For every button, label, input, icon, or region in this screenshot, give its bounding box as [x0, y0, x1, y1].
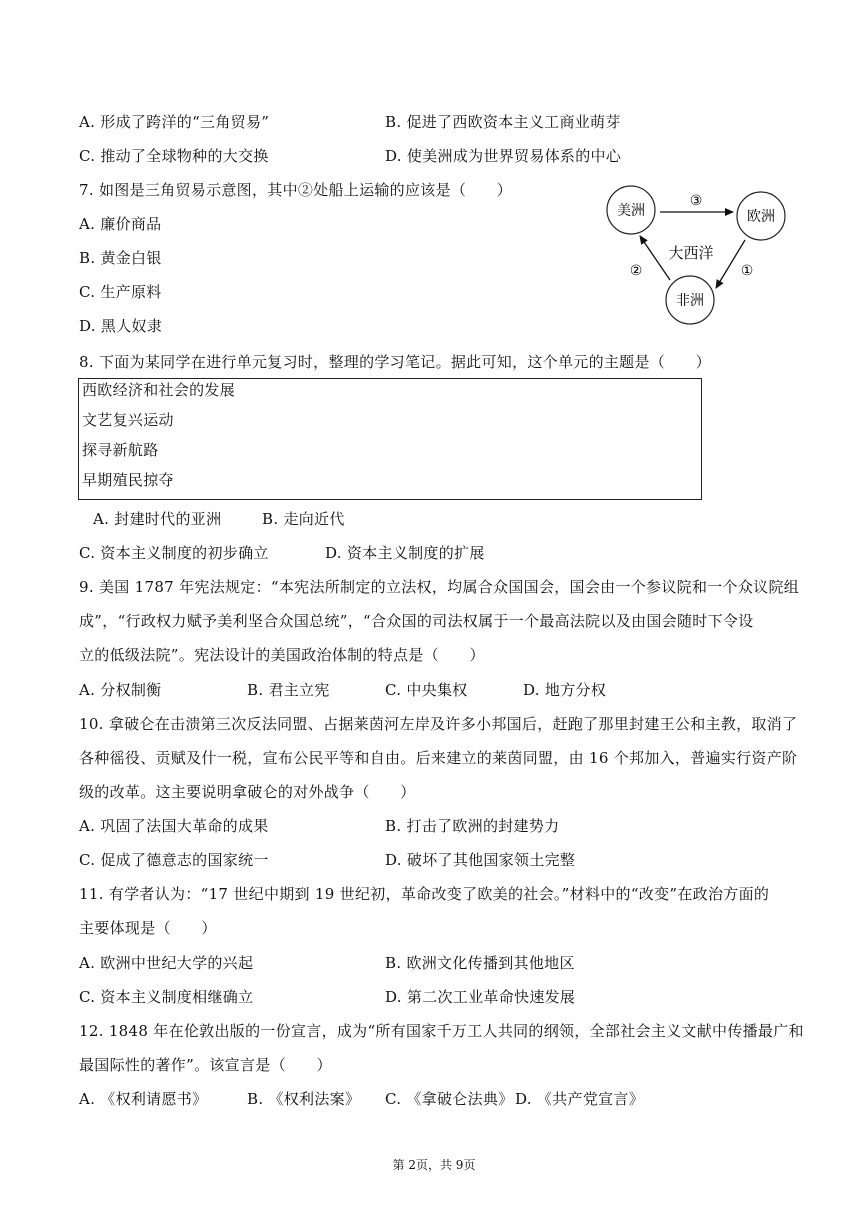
- america-label: 美洲: [617, 203, 645, 219]
- q8-option-a: A. 封建时代的亚洲: [93, 510, 222, 528]
- q6-option-a: A. 形成了跨洋的“三角贸易”: [79, 113, 270, 131]
- q12-option-a: A. 《权利请愿书》: [79, 1090, 208, 1108]
- q10-option-d: D. 破坏了其他国家领土完整: [385, 851, 576, 869]
- q8-option-b: B. 走向近代: [262, 510, 345, 528]
- note-item: 探寻新航路: [82, 441, 159, 459]
- q12-option-d: D. 《共产党宣言》: [515, 1090, 645, 1108]
- note-item: 早期殖民掠夺: [82, 471, 174, 489]
- q8-option-c: C. 资本主义制度的初步确立: [79, 544, 269, 562]
- note-item: 文艺复兴运动: [82, 411, 174, 429]
- q9-option-b: B. 君主立宪: [247, 681, 330, 699]
- q12-option-b: B. 《权利法案》: [247, 1090, 361, 1108]
- q7-option-c: C. 生产原料: [79, 283, 162, 301]
- q9-option-d: D. 地方分权: [523, 681, 607, 699]
- study-notes-box: [78, 378, 702, 500]
- ocean-label: 大西洋: [668, 244, 714, 262]
- arrow-1-label: ①: [740, 263, 754, 279]
- q9-option-c: C. 中央集权: [385, 681, 468, 699]
- q10-option-a: A. 巩固了法国大革命的成果: [79, 817, 269, 835]
- q10-line-3: 级的改革。这主要说明拿破仑的对外战争（ ）: [79, 783, 416, 801]
- europe-label: 欧洲: [747, 209, 775, 225]
- q12-line-1: 12. 1848 年在伦敦出版的一份宣言，成为“所有国家千万工人共同的纲领，全部社会主义文献中传播最广和: [79, 1022, 804, 1040]
- q11-option-b: B. 欧洲文化传播到其他地区: [385, 954, 575, 972]
- q12-option-c: C. 《拿破仑法典》: [385, 1090, 514, 1108]
- q10-line-1: 10. 拿破仑在击溃第三次反法同盟、占据莱茵河左岸及许多小邦国后，赶跑了那里封建王公和主教，取消了: [79, 715, 798, 733]
- q7-stem: 7. 如图是三角贸易示意图，其中②处船上运输的应该是（ ）: [79, 181, 513, 199]
- note-item: 西欧经济和社会的发展: [82, 381, 236, 399]
- africa-label: 非洲: [676, 293, 704, 309]
- q9-line-3: 立的低级法院”。宪法设计的美国政治体制的特点是（ ）: [79, 646, 485, 664]
- q8-stem: 8. 下面为某同学在进行单元复习时，整理的学习笔记。据此可知，这个单元的主题是（ ）: [79, 353, 711, 371]
- q11-option-d: D. 第二次工业革命快速发展: [385, 988, 576, 1006]
- q11-line-1: 11. 有学者认为：“17 世纪中期到 19 世纪初，革命改变了欧美的社会。”材料中的“改变”在政治方面的: [79, 885, 770, 903]
- q10-line-2: 各种徭役、贡赋及什一税，宣布公民平等和自由。后来建立的莱茵同盟，由 16 个邦加入，普遍实行资产阶: [79, 749, 798, 767]
- triangle-trade-diagram: [600, 182, 800, 332]
- q9-option-a: A. 分权制衡: [79, 681, 162, 699]
- arrow-2-label: ②: [629, 263, 643, 279]
- q7-option-b: B. 黄金白银: [79, 249, 162, 267]
- q7-option-a: A. 廉价商品: [79, 215, 162, 233]
- q9-line-1: 9. 美国 1787 年宪法规定：“本宪法所制定的立法权，均属合众国国会，国会由一个参议院和一个众议院组: [79, 578, 800, 596]
- q11-option-a: A. 欧洲中世纪大学的兴起: [79, 954, 254, 972]
- q6-option-c: C. 推动了全球物种的大交换: [79, 147, 269, 165]
- arrow-3-label: ③: [689, 193, 703, 209]
- q9-line-2: 成”，“行政权力赋予美利坚合众国总统”，“合众国的司法权属于一个最高法院以及由国会随时下令设: [79, 612, 754, 630]
- q10-option-c: C. 促成了德意志的国家统一: [79, 851, 269, 869]
- q6-option-d: D. 使美洲成为世界贸易体系的中心: [385, 147, 622, 165]
- q10-option-b: B. 打击了欧洲的封建势力: [385, 817, 560, 835]
- page-footer: 第 2页，共 9页: [392, 1158, 476, 1172]
- q7-option-d: D. 黑人奴隶: [79, 317, 163, 335]
- q8-option-d: D. 资本主义制度的扩展: [325, 544, 485, 562]
- q12-line-2: 最国际性的著作”。该宣言是（ ）: [79, 1056, 332, 1074]
- q11-line-2: 主要体现是（ ）: [79, 919, 217, 937]
- q6-option-b: B. 促进了西欧资本主义工商业萌芽: [385, 113, 621, 131]
- arrow-2: [640, 236, 670, 280]
- q11-option-c: C. 资本主义制度相继确立: [79, 988, 254, 1006]
